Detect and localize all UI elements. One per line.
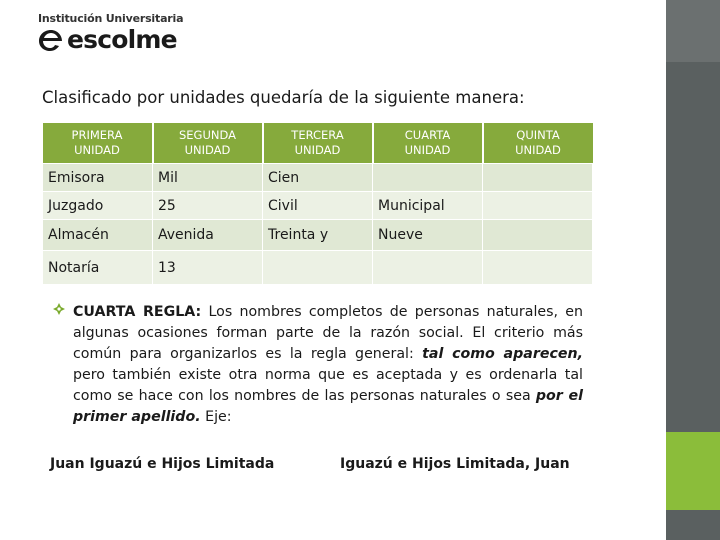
table-cell: Civil [263, 192, 373, 220]
table-row [43, 192, 593, 220]
table-cell: Municipal [373, 192, 483, 220]
header-line: TERCERA [291, 128, 344, 142]
table-header-row [43, 123, 593, 164]
table-cell [373, 251, 483, 285]
table-cell: 25 [153, 192, 263, 220]
table-row [43, 220, 593, 251]
diamond-bullet-icon [53, 303, 65, 315]
table-cell: 13 [153, 251, 263, 285]
table-cell [483, 220, 593, 251]
rule-text-1: Los nombres completos de personas naturales, en algunas ocasiones forman parte de la razón social. El criterio más común para organizarlos es la regla general: [73, 304, 583, 362]
escolme-logo-icon [38, 28, 64, 52]
lead-text: Clasificado por unidades quedaría de la siguiente manera: [42, 88, 525, 107]
brand-logo [38, 12, 183, 53]
rule-text [53, 302, 583, 428]
table-cell: Cien [263, 164, 373, 192]
table-cell [483, 164, 593, 192]
table-cell [263, 251, 373, 285]
table-cell: Juzgado [43, 192, 153, 220]
header-line: UNIDAD [184, 143, 231, 157]
rule-italic-2: por el primer apellido. [73, 388, 583, 425]
table-cell: Avenida [153, 220, 263, 251]
example-right: Iguazú e Hijos Limitada, Juan [340, 456, 570, 472]
table-cell: Emisora [43, 164, 153, 192]
table-cell: Mil [153, 164, 263, 192]
header-cuarta [373, 123, 483, 164]
brand-row [38, 27, 183, 53]
header-line: UNIDAD [404, 143, 451, 157]
header-quinta [483, 123, 593, 164]
header-line: UNIDAD [294, 143, 341, 157]
strip-segment [666, 0, 720, 62]
example-left: Juan Iguazú e Hijos Limitada [50, 456, 275, 472]
header-line: CUARTA [404, 128, 451, 142]
strip-segment-green [666, 432, 720, 510]
right-decor-strip [666, 0, 720, 540]
brand-name: escolme [67, 25, 177, 54]
header-line: SEGUNDA [178, 128, 237, 142]
table-cell [373, 164, 483, 192]
table-row [43, 251, 593, 285]
table-cell: Notaría [43, 251, 153, 285]
header-line: UNIDAD [515, 143, 561, 157]
table-cell: Treinta y [263, 220, 373, 251]
rule-italic-1: tal como aparecen, [422, 346, 583, 362]
header-segunda [153, 123, 263, 164]
table-cell [483, 251, 593, 285]
header-line: QUINTA [516, 128, 560, 142]
header-tercera [263, 123, 373, 164]
header-line: PRIMERA [71, 128, 123, 142]
rule-text-2: pero también existe otra norma que es aceptada y es ordenarla tal como se hace con los nombres de las personas naturales o sea [73, 367, 583, 404]
table-cell: Nueve [373, 220, 483, 251]
rule-text-3: Eje: [200, 409, 232, 425]
header-line: UNIDAD [74, 143, 120, 157]
brand-institution: Institución Universitaria [38, 12, 184, 25]
table-row [43, 164, 593, 192]
table-cell: Almacén [43, 220, 153, 251]
rule-paragraph [53, 302, 583, 428]
units-table [42, 123, 593, 285]
table-cell [483, 192, 593, 220]
header-primera [43, 123, 153, 164]
rule-heading: CUARTA REGLA: [73, 304, 202, 320]
